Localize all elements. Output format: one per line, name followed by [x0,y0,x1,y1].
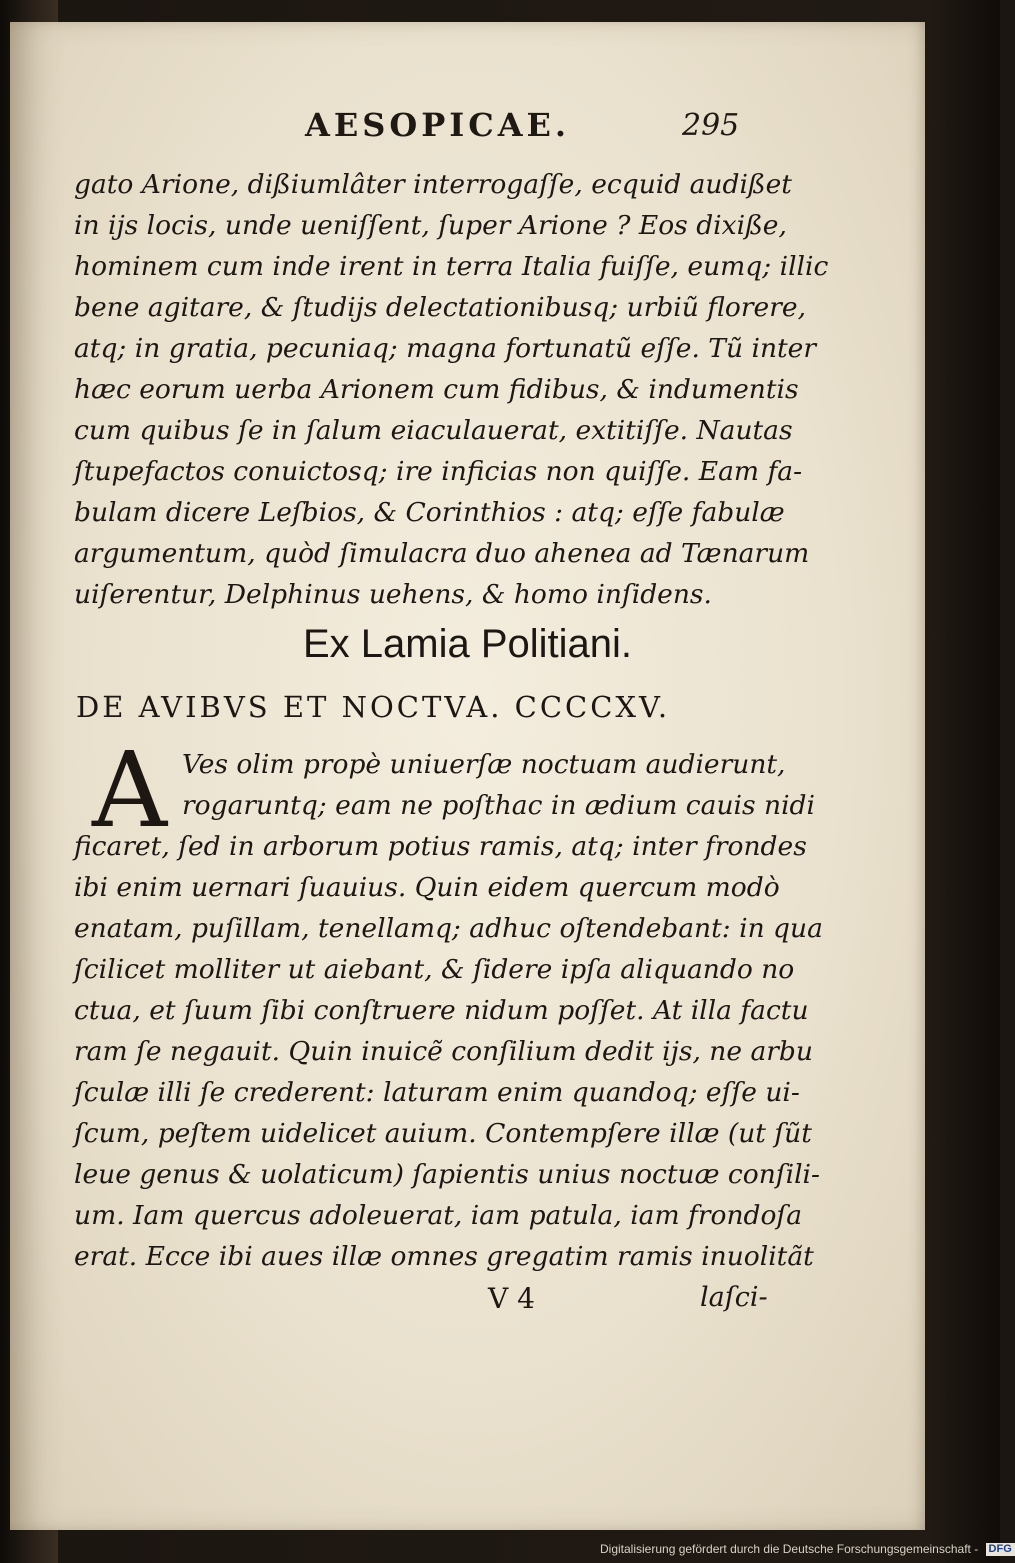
text-line: ctua, et ſuum ſibi conſtruere nidum poſſet. At illa factu [74,995,809,1026]
text-line: erat. Ecce ibi aues illæ omnes gregatim ramis inuolitãt [74,1241,814,1272]
body-text [74,164,829,615]
section-title: Ex Lamia Politiani. [302,622,633,666]
digitization-credit [600,1542,1015,1556]
page-number: 295 [682,108,740,143]
text-line: gato Arione, dißiumlâter interrogaſſe, ecquid audißet [74,169,792,200]
text-line: Ves olim propè uniuerſæ noctuam audierunt, [182,749,786,780]
text-line: ſcilicet molliter ut aiebant, & ſidere ipſa aliquando no [74,954,795,985]
signature-mark: V 4 [488,1282,535,1315]
text-line: hominem cum inde irent in terra Italia fuiſſe, eumq; illic [74,251,829,282]
text-line: argumentum, quòd ſimulacra duo ahenea ad Tænarum [74,538,810,569]
fable-text [74,729,823,1277]
text-line: ibi enim uernari ſuauius. Quin eidem quercum modò [74,872,780,903]
text-line: bulam dicere Leſbios, & Corinthios : atq; eſſe fabulæ [74,497,785,528]
credit-text: Digitalisierung gefördert durch die Deutsche Forschungsgemeinschaft - [600,1542,979,1556]
text-line: cum quibus ſe in ſalum eiaculauerat, extitiſſe. Nautas [74,415,793,446]
text-line: hæc eorum uerba Arionem cum fidibus, & indumentis [74,374,799,405]
book-page [10,22,925,1530]
text-line: ſcum, peſtem uidelicet auium. Contempſere illæ (ut ſũt [74,1118,812,1149]
drop-cap: A [92,729,168,851]
text-line: uiſerentur, Delphinus uehens, & homo inſidens. [74,579,712,610]
text-line: atq; in gratia, pecuniaq; magna fortunatũ eſſe. Tũ inter [74,333,817,364]
page-footer-marks [10,1282,925,1322]
running-head: AESOPICAE. [305,106,571,144]
text-line: ram ſe negauit. Quin inuicẽ conſilium dedit ijs, ne arbu [74,1036,813,1067]
text-line: enatam, puſillam, tenellamq; adhuc oſtendebant: in qua [74,913,823,944]
text-line: rogaruntq; eam ne poſthac in ædium cauis nidi [182,790,815,821]
text-line: bene agitare, & ſtudijs delectationibusq; urbiũ florere, [74,292,806,323]
catchword: laſci- [700,1282,768,1313]
dfg-logo: DFG [986,1543,1015,1556]
text-line: ficaret, ſed in arborum potius ramis, atq; inter frondes [74,831,807,862]
text-line: in ijs locis, unde ueniſſent, ſuper Arione ? Eos dixiße, [74,210,787,241]
text-line: ſculæ illi ſe crederent: laturam enim quandoq; eſſe ui- [74,1077,800,1108]
text-line: leue genus & uolaticum) ſapientis unius noctuæ conſili- [74,1159,820,1190]
fable-heading: DE AVIBVS ET NOCTVA. CCCCXV. [76,690,671,724]
text-line: um. Iam quercus adoleuerat, iam patula, iam frondoſa [74,1200,803,1231]
text-line: ſtupefactos conuictosq; ire inficias non quiſſe. Eam fa- [74,456,803,487]
page-header [10,106,925,156]
